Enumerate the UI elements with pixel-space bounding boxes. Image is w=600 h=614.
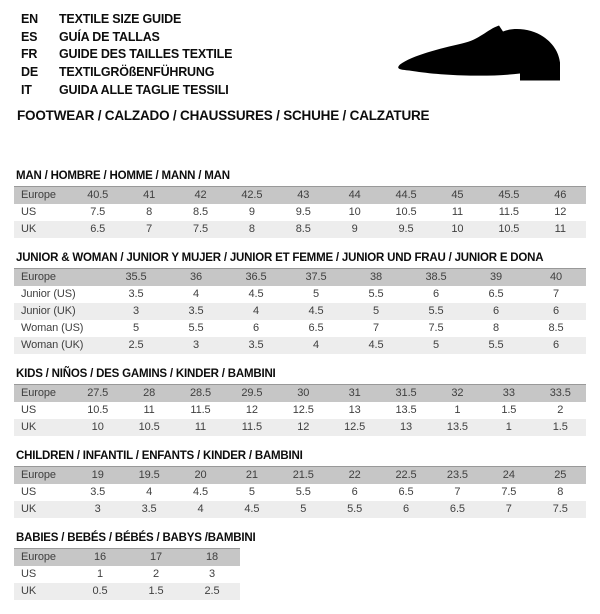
- size-guide-section: [14, 252, 586, 354]
- size-cell: 1.5: [552, 421, 568, 433]
- size-cell: 10: [91, 421, 104, 433]
- size-cell: 33: [483, 385, 534, 403]
- size-cell: 18: [184, 549, 240, 567]
- row-label: Woman (UK): [21, 339, 84, 351]
- size-cell: 7: [505, 503, 512, 515]
- size-cell: 3: [132, 305, 140, 317]
- size-cell: 24: [483, 467, 534, 485]
- size-table: [14, 186, 586, 238]
- size-cell: 7.5: [552, 503, 568, 515]
- size-cell: 11: [554, 223, 566, 235]
- lang-row-de: [21, 64, 232, 82]
- size-cell: 12: [554, 206, 567, 218]
- size-cell: 3: [94, 503, 101, 515]
- size-row: [14, 204, 586, 221]
- size-row: [14, 337, 586, 354]
- lang-row-en: [21, 11, 232, 29]
- size-header-row: [14, 467, 586, 485]
- size-cell: 43: [278, 187, 329, 205]
- size-cell: 22: [329, 467, 380, 485]
- size-cell: 10.5: [138, 421, 160, 433]
- lang-label: TEXTILE SIZE GUIDE: [59, 12, 182, 26]
- size-cell: 4: [252, 305, 260, 317]
- size-cell: 1: [505, 421, 512, 433]
- size-cell: 5.5: [368, 288, 384, 300]
- size-table: [14, 384, 586, 436]
- size-cell: 38: [346, 269, 406, 287]
- size-cell: 41: [123, 187, 174, 205]
- size-guide-section: [14, 170, 586, 238]
- size-cell: 25: [535, 467, 586, 485]
- size-row: [14, 402, 586, 419]
- size-cell: 7: [454, 486, 461, 498]
- size-cell: 5: [300, 503, 307, 515]
- row-label: Junior (US): [21, 288, 76, 300]
- lang-code: IT: [21, 82, 32, 97]
- size-cell: 7.5: [192, 223, 208, 235]
- size-cell: 12: [245, 404, 258, 416]
- size-cell: 7: [372, 322, 380, 334]
- size-cell: 28: [123, 385, 174, 403]
- size-cell: 32: [432, 385, 483, 403]
- size-cell: 19.5: [123, 467, 174, 485]
- size-cell: 28.5: [175, 385, 226, 403]
- size-row: [14, 286, 586, 303]
- lang-code: ES: [21, 29, 38, 44]
- category-line: FOOTWEAR / CALZADO / CHAUSSURES / SCHUHE / CALZATURE: [17, 108, 430, 123]
- size-cell: 6: [403, 503, 410, 515]
- size-cell: 11: [143, 404, 155, 416]
- row-label: UK: [21, 421, 37, 433]
- size-cell: 21.5: [278, 467, 329, 485]
- size-cell: 10: [348, 206, 361, 218]
- size-cell: 5: [132, 322, 140, 334]
- row-label: UK: [21, 223, 37, 235]
- size-header-row: [14, 385, 586, 403]
- section-title: MAN / HOMBRE / HOMME / MANN / MAN: [16, 170, 230, 182]
- row-label: Europe: [14, 187, 72, 205]
- size-cell: 2: [557, 404, 564, 416]
- size-cell: 6: [432, 288, 440, 300]
- row-label: US: [21, 486, 37, 498]
- size-cell: 5.5: [347, 503, 363, 515]
- size-cell: 42.5: [226, 187, 277, 205]
- size-row: [14, 566, 240, 583]
- row-label: US: [21, 568, 37, 580]
- row-label: Junior (UK): [21, 305, 76, 317]
- size-cell: 5: [248, 486, 255, 498]
- size-cell: 8: [248, 223, 255, 235]
- size-cell: 6.5: [488, 288, 504, 300]
- size-cell: 35.5: [106, 269, 166, 287]
- size-cell: 11.5: [498, 206, 519, 218]
- size-cell: 37.5: [286, 269, 346, 287]
- size-cell: 46: [535, 187, 586, 205]
- size-cell: 29.5: [226, 385, 277, 403]
- size-cell: 7.5: [501, 486, 517, 498]
- size-cell: 10.5: [395, 206, 417, 218]
- size-cell: 6.5: [308, 322, 324, 334]
- size-cell: 33.5: [535, 385, 586, 403]
- size-table: [14, 466, 586, 518]
- size-cell: 30: [278, 385, 329, 403]
- size-cell: 36.5: [226, 269, 286, 287]
- size-cell: 8.5: [548, 322, 564, 334]
- size-cell: 45.5: [483, 187, 534, 205]
- lang-row-fr: [21, 46, 232, 64]
- size-cell: 5: [372, 305, 380, 317]
- lang-row-it: [21, 82, 232, 100]
- lang-code: DE: [21, 65, 38, 80]
- size-guide-section: [14, 532, 586, 600]
- size-cell: 4.5: [248, 288, 264, 300]
- size-cell: 4.5: [244, 503, 260, 515]
- size-row: [14, 501, 586, 518]
- size-cell: 5.5: [488, 339, 504, 351]
- lang-label: GUIDA ALLE TAGLIE TESSILI: [59, 82, 229, 97]
- size-cell: 4: [192, 288, 200, 300]
- row-label: Europe: [14, 467, 72, 485]
- size-cell: 7.5: [428, 322, 444, 334]
- lang-code: EN: [21, 12, 38, 26]
- size-row: [14, 303, 586, 320]
- size-cell: 8: [557, 486, 564, 498]
- size-cell: 7: [552, 288, 560, 300]
- size-cell: 12.5: [292, 404, 314, 416]
- row-label: US: [21, 206, 37, 218]
- size-cell: 20: [175, 467, 226, 485]
- size-cell: 6.5: [449, 503, 465, 515]
- size-row: [14, 221, 586, 238]
- size-cell: 1: [454, 404, 461, 416]
- size-cell: 3.5: [128, 288, 144, 300]
- size-cell: 10.5: [87, 404, 109, 416]
- row-label: Europe: [14, 385, 72, 403]
- size-cell: 4: [197, 503, 204, 515]
- size-cell: 3: [192, 339, 200, 351]
- size-cell: 3.5: [188, 305, 204, 317]
- size-cell: 12: [297, 421, 310, 433]
- size-cell: 11.5: [190, 404, 211, 416]
- size-table: [14, 268, 586, 354]
- size-cell: 2.5: [204, 585, 220, 597]
- size-row: [14, 583, 240, 600]
- size-cell: 13: [348, 404, 361, 416]
- size-cell: 5: [432, 339, 440, 351]
- size-cell: 8.5: [192, 206, 208, 218]
- size-cell: 1.5: [148, 585, 164, 597]
- size-cell: 5.5: [295, 486, 311, 498]
- size-cell: 13.5: [395, 404, 417, 416]
- size-cell: 2: [152, 568, 160, 580]
- size-cell: 45: [432, 187, 483, 205]
- size-cell: 11: [194, 421, 207, 433]
- size-cell: 10: [451, 223, 464, 235]
- row-label: UK: [21, 585, 37, 597]
- size-cell: 0.5: [92, 585, 108, 597]
- size-cell: 7.5: [90, 206, 106, 218]
- size-cell: 12.5: [344, 421, 366, 433]
- size-cell: 5: [312, 288, 320, 300]
- size-row: [14, 419, 586, 436]
- size-cell: 44: [329, 187, 380, 205]
- language-header: [21, 11, 232, 100]
- size-cell: 9: [351, 223, 358, 235]
- size-cell: 19: [72, 467, 123, 485]
- row-label: US: [21, 404, 37, 416]
- size-table: [14, 548, 240, 600]
- size-cell: 11: [451, 206, 464, 218]
- section-title: BABIES / BEBÉS / BÉBÉS / BABYS /BAMBINI: [16, 532, 256, 544]
- size-cell: 44.5: [380, 187, 431, 205]
- size-cell: 11.5: [241, 421, 262, 433]
- size-cell: 31: [329, 385, 380, 403]
- size-cell: 13: [400, 421, 413, 433]
- size-cell: 4.5: [368, 339, 384, 351]
- size-cell: 21: [226, 467, 277, 485]
- size-cell: 3: [208, 568, 216, 580]
- size-cell: 8.5: [295, 223, 311, 235]
- lang-row-es: [21, 29, 232, 47]
- size-cell: 4: [312, 339, 320, 351]
- size-cell: 9.5: [295, 206, 311, 218]
- row-label: Europe: [14, 549, 72, 567]
- size-cell: 4: [146, 486, 153, 498]
- size-tables: [14, 170, 586, 614]
- section-title: KIDS / NIÑOS / DES GAMINS / KINDER / BAMBINI: [16, 368, 276, 380]
- size-cell: 40: [526, 269, 586, 287]
- size-cell: 3.5: [248, 339, 264, 351]
- lang-label: GUIDE DES TAILLES TEXTILE: [59, 47, 233, 62]
- size-cell: 13.5: [446, 421, 468, 433]
- size-cell: 10.5: [498, 223, 520, 235]
- size-cell: 9.5: [398, 223, 414, 235]
- size-cell: 27.5: [72, 385, 123, 403]
- row-label: Europe: [14, 269, 106, 287]
- size-cell: 1.5: [501, 404, 517, 416]
- size-cell: 3.5: [90, 486, 106, 498]
- shoe-icon: [392, 17, 582, 103]
- size-cell: 5.5: [188, 322, 204, 334]
- size-cell: 22.5: [380, 467, 431, 485]
- size-cell: 36: [166, 269, 226, 287]
- size-cell: 6: [552, 339, 560, 351]
- size-cell: 8: [492, 322, 500, 334]
- size-cell: 42: [175, 187, 226, 205]
- size-header-row: [14, 269, 586, 287]
- size-cell: 23.5: [432, 467, 483, 485]
- size-cell: 31.5: [380, 385, 431, 403]
- size-cell: 17: [128, 549, 184, 567]
- lang-code: FR: [21, 47, 38, 62]
- size-cell: 6: [552, 305, 560, 317]
- row-label: UK: [21, 503, 37, 515]
- size-cell: 7: [146, 223, 153, 235]
- size-cell: 5.5: [428, 305, 444, 317]
- lang-label: TEXTILGRÖßENFÜHRUNG: [59, 65, 215, 80]
- size-row: [14, 484, 586, 501]
- size-cell: 39: [466, 269, 526, 287]
- size-cell: 9: [248, 206, 255, 218]
- size-header-row: [14, 187, 586, 205]
- size-cell: 16: [72, 549, 128, 567]
- size-cell: 6: [351, 486, 358, 498]
- size-cell: 4.5: [308, 305, 324, 317]
- size-cell: 8: [146, 206, 153, 218]
- size-cell: 4.5: [192, 486, 208, 498]
- section-title: CHILDREN / INFANTIL / ENFANTS / KINDER / BAMBINI: [16, 450, 303, 462]
- size-cell: 38.5: [406, 269, 466, 287]
- lang-label: GUÍA DE TALLAS: [59, 29, 160, 44]
- size-cell: 40.5: [72, 187, 123, 205]
- size-cell: 6.5: [398, 486, 414, 498]
- size-guide-section: [14, 368, 586, 436]
- size-cell: 3.5: [141, 503, 157, 515]
- size-cell: 2.5: [128, 339, 144, 351]
- size-guide-section: [14, 450, 586, 518]
- size-cell: 6: [492, 305, 500, 317]
- size-cell: 6: [252, 322, 260, 334]
- size-cell: 6.5: [90, 223, 106, 235]
- size-row: [14, 320, 586, 337]
- section-title: JUNIOR & WOMAN / JUNIOR Y MUJER / JUNIOR ET FEMME / JUNIOR UND FRAU / JUNIOR E DONA: [16, 252, 544, 264]
- size-cell: 1: [96, 568, 104, 580]
- size-header-row: [14, 549, 240, 567]
- row-label: Woman (US): [21, 322, 84, 334]
